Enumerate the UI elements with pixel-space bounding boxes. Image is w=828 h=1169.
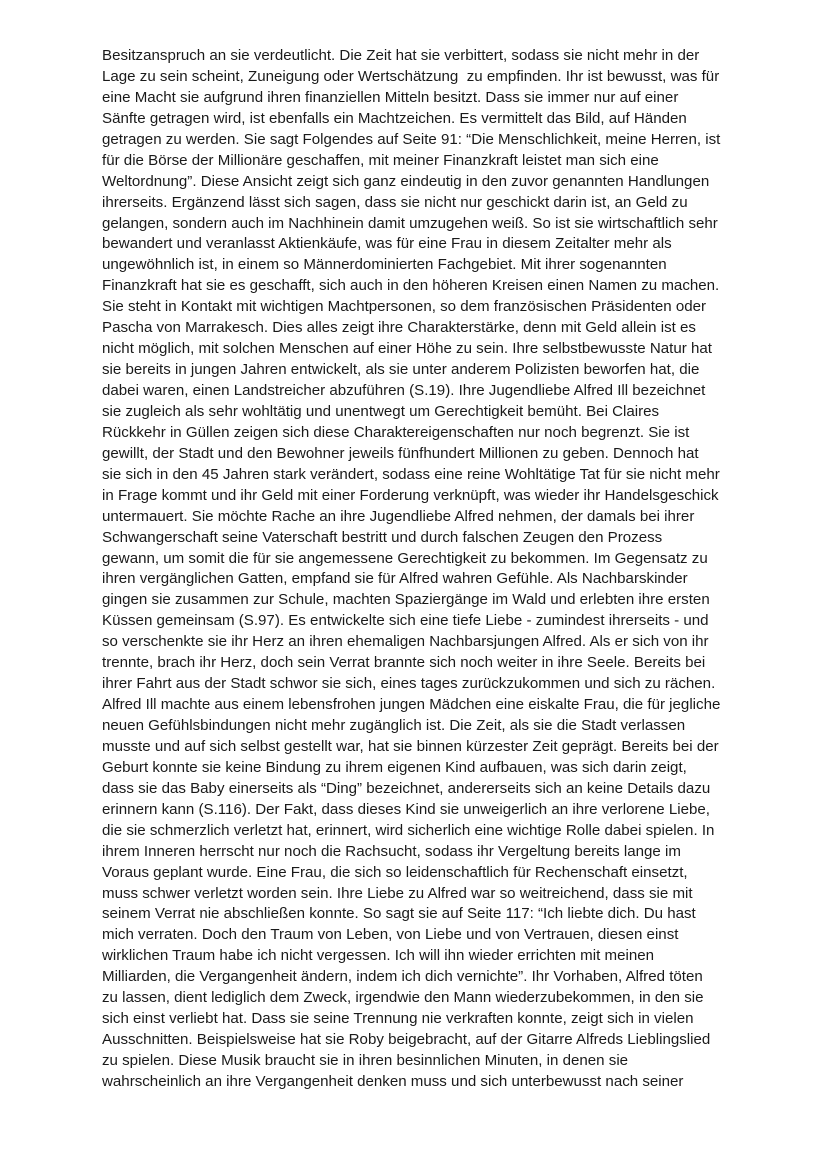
text-line: nicht möglich, mit solchen Menschen auf einer Höhe zu sein. Ihre selbstbewusste Natur hat [102,340,712,358]
text-line: mich verraten. Doch den Traum von Leben, von Liebe und von Vertrauen, diesen einst [102,926,679,944]
text-line: sie zugleich als sehr wohltätig und unentwegt um Gerechtigkeit bemüht. Bei Claires [102,402,660,420]
text-line: zu spielen. Diese Musik braucht sie in ihren besinnlichen Minuten, in denen sie [102,1052,629,1069]
text-line: dass sie das Baby einerseits als “Ding” bezeichnet, andererseits sich an keine Details dazu [102,779,711,797]
text-line: Voraus geplant wurde. Eine Frau, die sich so leidenschaftlich für Rechenschaft einsetzt, [102,863,688,881]
text-line: zu lassen, dient lediglich dem Zweck, irgendwie den Mann wiederzubekommen, in den sie [102,989,704,1007]
text-line: so verschenkte sie ihr Herz an ihren ehemaligen Nachbarsjungen Alfred. Als er sich von ihr [102,633,709,651]
text-line: die sie schmerzlich verletzt hat, erinnert, wird sicherlich eine wichtige Rolle dabei spielen. In [102,821,715,839]
text-line: ungewöhnlich ist, in einem so Männerdominierten Fachgebiet. Mit ihrer sogenannten [102,256,667,274]
text-line: Ausschnitten. Beispielsweise hat sie Roby beigebracht, auf der Gitarre Alfreds Lieblingslied [102,1031,711,1049]
text-line: dabei waren, einen Landstreicher abzuführen (S.19). Ihre Jugendliebe Alfred Ill bezeichnet [102,382,706,399]
text-line: gewillt, der Stadt und den Bewohner jeweils fünfhundert Millionen zu geben. Dennoch hat [102,444,699,462]
text-line: Finanzkraft hat sie es geschafft, sich auch in den höheren Kreisen einen Namen zu machen. [102,277,720,295]
text-line: trennte, brach ihr Herz, doch sein Verrat brannte sich noch weiter in ihre Seele. Bereits bei [102,654,706,672]
text-line: erinnern kann (S.116). Der Fakt, dass dieses Kind sie unweigerlich an ihre verlorene Liebe, [102,800,710,818]
text-line: Lage zu sein scheint, Zuneigung oder Wertschätzung zu empfinden. Ihr ist bewusst, was für [102,67,720,85]
text-line: in Frage kommt und ihr Geld mit einer Forderung verknüpft, was wieder ihr Handelsgeschick [102,486,719,504]
text-line: Milliarden, die Vergangenheit ändern, indem ich dich vernichte”. Ihr Vorhaben, Alfred töten [102,968,703,986]
text-line: gelangen, sondern auch im Nachhinein damit umzugehen weiß. So ist sie wirtschaftlich sehr [102,214,718,232]
text-line: wahrscheinlich an ihre Vergangenheit denken muss und sich unterbewusst nach seiner [102,1072,684,1090]
text-line: Schwangerschaft seine Vaterschaft bestritt und durch falschen Zeugen den Prozess [102,528,663,546]
text-line: wirklichen Traum habe ich nicht vergessen. Ich will ihn wieder errichten mit meinen [102,947,654,965]
text-line: gewann, um somit die für sie angemessene Gerechtigkeit zu bekommen. Im Gegensatz zu [102,549,708,567]
text-line: Sänfte getragen wird, ist ebenfalls ein Machtzeichen. Es vermittelt das Bild, auf Händen [102,109,687,127]
text-line: sie bereits in jungen Jahren entwickelt, als sie unter anderem Polizisten beworfen hat, die [102,361,700,379]
text-line: Rückkehr in Güllen zeigen sich diese Charaktereigenschaften nur noch begrenzt. Sie ist [102,423,690,441]
text-line: eine Macht sie aufgrund ihren finanziellen Mitteln besitzt. Dass sie immer nur auf einer [102,88,679,106]
text-line: ihrem Inneren herrscht nur noch die Rachsucht, sodass ihr Vergeltung bereits lange im [102,842,681,860]
text-line: seinem Verrat nie abschließen konnte. So sagt sie auf Seite 117: “Ich liebte dich. Du hast [102,905,696,923]
text-line: sie sich in den 45 Jahren stark verändert, sodass eine reine Wohltätige Tat für sie nicht mehr [102,465,720,483]
text-line: ihrerseits. Ergänzend lässt sich sagen, dass sie nicht nur geschickt darin ist, an Geld zu [102,193,688,211]
text-line: muss schwer verletzt worden sein. Ihre Liebe zu Alfred war so weitreichend, dass sie mit [102,884,693,902]
text-line: neuen Gefühlsbindungen nicht mehr zugänglich ist. Die Zeit, als sie die Stadt verlassen [102,717,686,734]
text-line: sich einst verliebt hat. Dass sie seine Trennung nie verkraften konnte, zeigt sich in vielen [102,1010,694,1028]
text-line: Geburt konnte sie keine Bindung zu ihrem eigenen Kind aufbauen, was sich darin zeigt, [102,758,687,776]
text-line: Küssen gemeinsam (S.97). Es entwickelte sich eine tiefe Liebe - zumindest ihrerseits - und [102,612,709,630]
text-line: ihrer Fahrt aus der Stadt schwor sie sich, eines tages zurückzukommen und sich zu rächen. [102,675,716,693]
text-line: untermauert. Sie möchte Rache an ihre Jugendliebe Alfred nehmen, der damals bei ihrer [102,507,695,525]
text-line: gingen sie zusammen zur Schule, machten Spaziergänge im Wald und erlebten ihre ersten [102,591,710,609]
text-line: Besitzanspruch an sie verdeutlicht. Die Zeit hat sie verbittert, sodass sie nicht mehr in der [102,47,700,64]
text-line: ihren vergänglichen Gatten, empfand sie für Alfred wahren Gefühle. Als Nachbarskinder [102,570,688,588]
text-line: Alfred Ill machte aus einem lebensfrohen jungen Mädchen eine eiskalte Frau, die für jegliche [102,696,721,714]
text-line: getragen zu werden. Sie sagt Folgendes auf Seite 91: “Die Menschlichkeit, meine Herren, ist [102,130,721,148]
text-line: bewandert und veranlasst Aktienkäufe, was für eine Frau in diesem Zeitalter mehr als [102,235,672,253]
text-line: Pascha von Marrakesch. Dies alles zeigt ihre Charakterstärke, denn mit Geld allein ist es [102,319,696,337]
text-line: Sie steht in Kontakt mit wichtigen Machtpersonen, so dem französischen Präsidenten oder [102,298,707,316]
text-line: musste und auf sich selbst gestellt war, hat sie binnen kürzester Zeit geprägt. Bereits bei der [102,737,719,755]
text-line: für die Börse der Millionäre geschaffen, mit meiner Finanzkraft leistet man sich eine [102,151,659,169]
body-paragraph [102,46,742,1093]
text-line: Weltordnung”. Diese Ansicht zeigt sich ganz eindeutig in den zuvor genannten Handlungen [102,172,710,190]
